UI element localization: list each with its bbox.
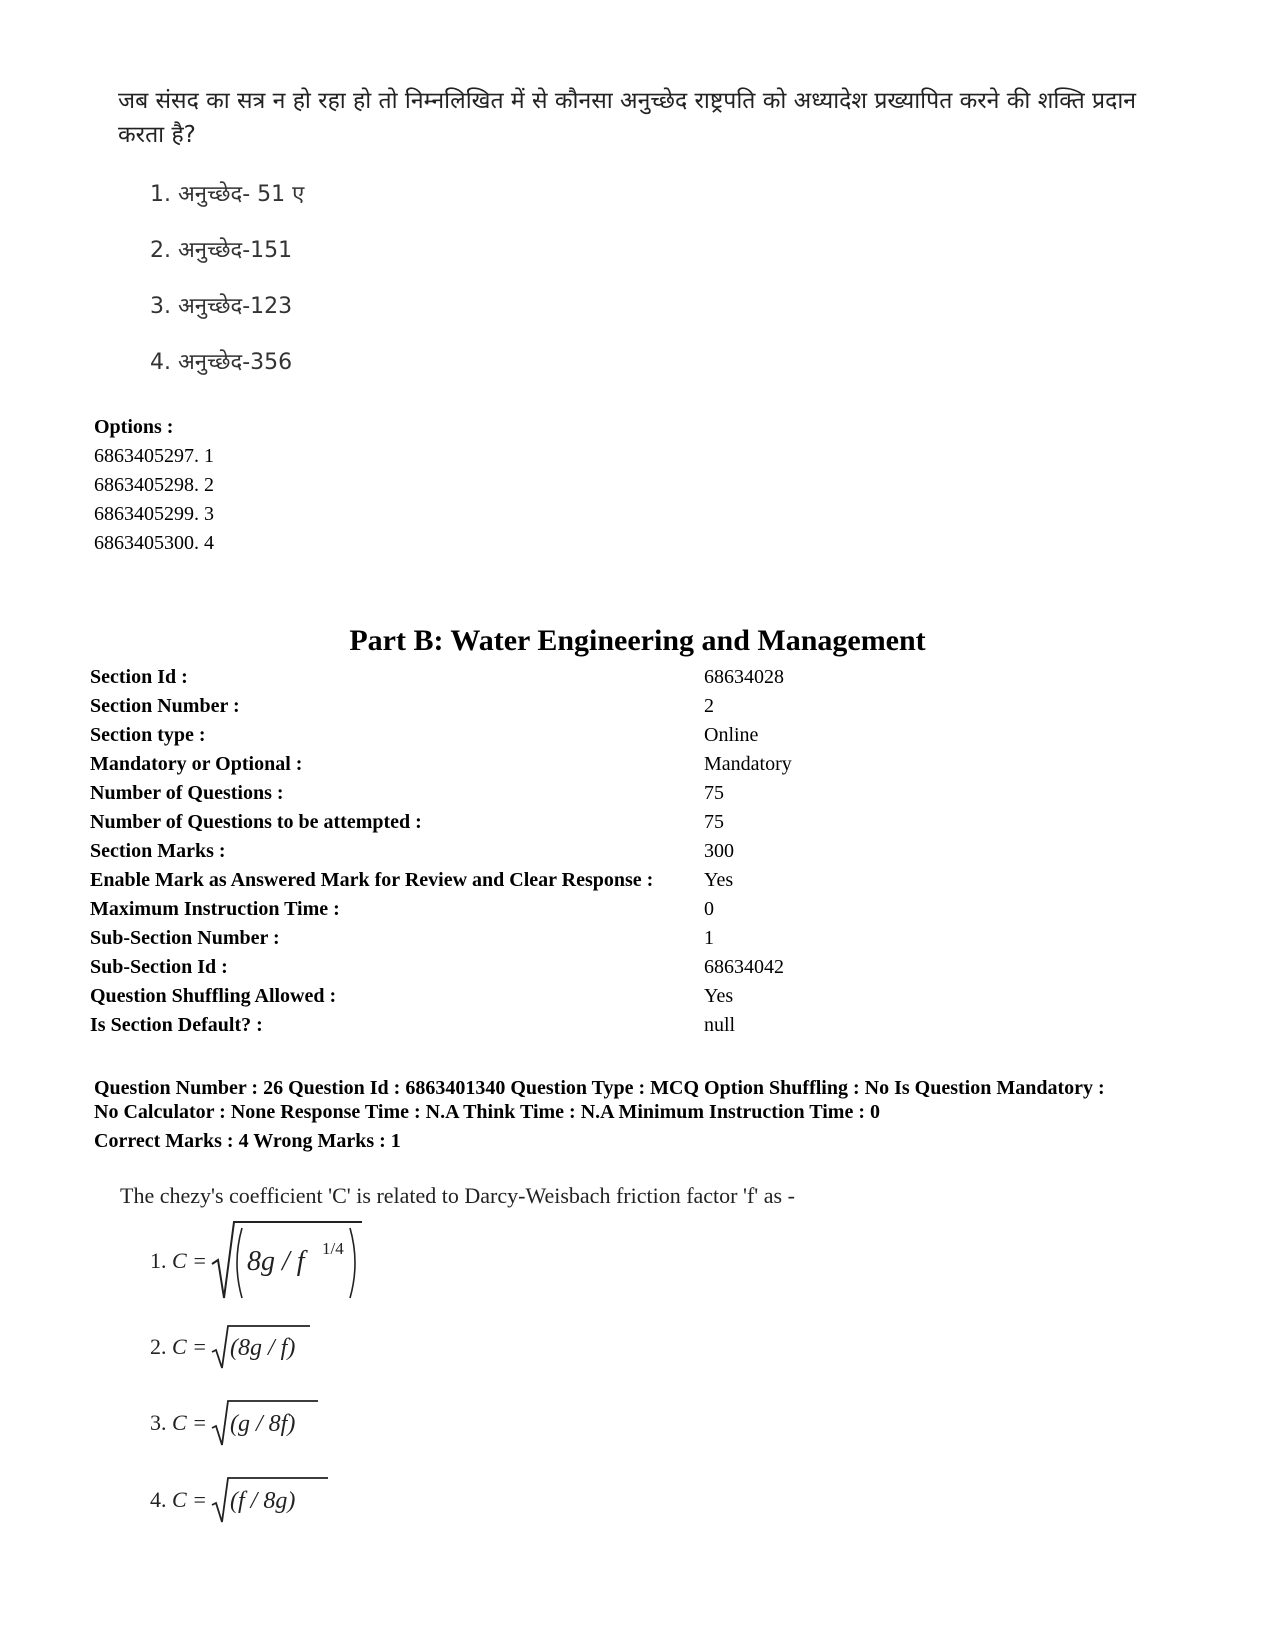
question-2-meta-line-1: Question Number : 26 Question Id : 6863401340 Question Type : MCQ Option Shuffling : No Is Question Mandatory : — [94, 1077, 1105, 1099]
options-block — [94, 413, 214, 558]
section-row-key: Mandatory or Optional : — [90, 753, 303, 775]
question-2-stem: The chezy's coefficient 'C' is related to Darcy-Weisbach friction factor 'f' as - — [120, 1183, 795, 1208]
choice-number: 3. — [150, 1410, 167, 1435]
choice-number: 2. — [150, 1334, 167, 1359]
part-title: Part B: Water Engineering and Management — [349, 624, 926, 657]
question-1-stem: जब संसद का सत्र न हो रहा हो तो निम्नलिखित में से कौनसा अनुच्छेद राष्ट्रपति को अध्यादेश प्रख्यापित करने की शक्ति प्रदान करता है? — [118, 88, 1137, 148]
question-1-choice-4: 4. अनुच्छेद-356 — [150, 350, 293, 375]
section-row-key: Number of Questions : — [90, 782, 284, 804]
formula-lhs: C = — [172, 1487, 208, 1512]
formula-expr: (g / 8f) — [230, 1411, 296, 1437]
section-row-value: null — [704, 1014, 736, 1036]
option-id-3: 6863405299. 3 — [94, 503, 214, 525]
question-2-meta — [94, 1076, 1214, 1153]
formula-lhs: C = — [172, 1248, 208, 1273]
section-row-value: 68634028 — [704, 666, 784, 688]
section-row-key: Sub-Section Id : — [90, 956, 228, 978]
question-1-choice-3: 3. अनुच्छेद-123 — [150, 294, 293, 319]
section-row-key: Number of Questions to be attempted : — [90, 811, 422, 833]
section-row-key: Section Id : — [90, 666, 188, 688]
question-1-choice-2: 2. अनुच्छेद-151 — [150, 238, 293, 263]
question-1-choice-1: 1. अनुच्छेद- 51 ए — [150, 182, 305, 207]
section-row-value: 2 — [704, 695, 714, 717]
section-row-value: Mandatory — [704, 753, 792, 775]
section-row-value: Yes — [704, 869, 734, 891]
section-row-key: Enable Mark as Answered Mark for Review and Clear Response : — [90, 869, 654, 891]
section-row-key: Question Shuffling Allowed : — [90, 985, 337, 1007]
section-row-key: Section Marks : — [90, 840, 226, 862]
section-row-key: Sub-Section Number : — [90, 927, 280, 949]
question-2-meta-line-2: No Calculator : None Response Time : N.A Think Time : N.A Minimum Instruction Time : 0 — [94, 1101, 880, 1123]
section-row-value: Yes — [704, 985, 734, 1007]
question-2-choice-1 — [150, 1218, 390, 1308]
formula-expr: (f / 8g) — [230, 1488, 296, 1514]
section-row-key: Is Section Default? : — [90, 1014, 263, 1036]
section-row-value: 68634042 — [704, 956, 784, 978]
formula-expr: 8g / f — [247, 1246, 305, 1277]
options-label: Options : — [94, 416, 174, 438]
formula-lhs: C = — [172, 1410, 208, 1435]
question-2-choice-3 — [150, 1397, 370, 1449]
question-2-meta-line-3: Correct Marks : 4 Wrong Marks : 1 — [94, 1130, 401, 1152]
section-row-value: 75 — [704, 782, 724, 804]
formula-lhs: C = — [172, 1334, 208, 1359]
option-id-1: 6863405297. 1 — [94, 445, 214, 467]
section-row-value: 300 — [704, 840, 734, 862]
section-row-value: 75 — [704, 811, 724, 833]
formula-exponent: 1/4 — [322, 1239, 344, 1258]
question-2-choice-2 — [150, 1322, 370, 1372]
section-row-key: Section Number : — [90, 695, 240, 717]
choice-number: 1. — [150, 1248, 167, 1273]
section-row-value: 1 — [704, 927, 714, 949]
section-row-key: Section type : — [90, 724, 206, 746]
option-id-2: 6863405298. 2 — [94, 474, 214, 496]
formula-expr: (8g / f) — [230, 1335, 296, 1361]
section-row-value: 0 — [704, 898, 714, 920]
question-2-choice-4 — [150, 1474, 370, 1526]
choice-number: 4. — [150, 1487, 167, 1512]
section-row-value: Online — [704, 724, 759, 746]
option-id-4: 6863405300. 4 — [94, 532, 214, 554]
section-row-key: Maximum Instruction Time : — [90, 898, 340, 920]
